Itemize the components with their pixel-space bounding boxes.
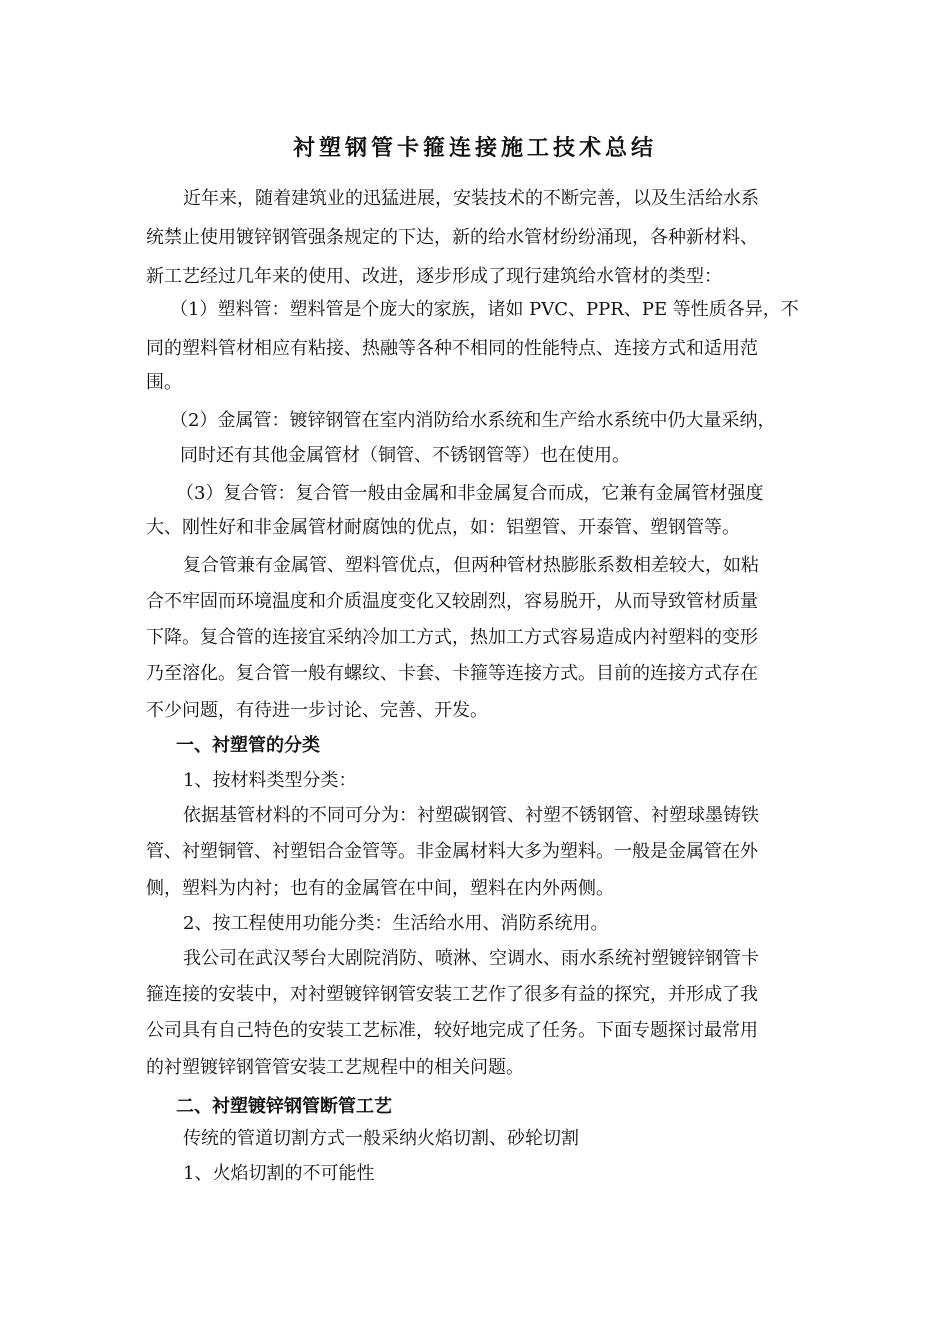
section-heading: 一、衬塑管的分类 — [176, 735, 320, 756]
paragraph-line: 大、刚性好和非金属管材耐腐蚀的优点，如：铝塑管、开泰管、塑钢管等。 — [146, 517, 740, 538]
paragraph-line: 我公司在武汉琴台大剧院消防、喷淋、空调水、雨水系统衬塑镀锌钢管卡 — [183, 948, 759, 969]
paragraph-line: 侧，塑料为内衬；也有的金属管在中间，塑料在内外两侧。 — [146, 878, 614, 899]
paragraph-line: 箍连接的安装中，对衬塑镀锌钢管安装工艺作了很多有益的探究，并形成了我 — [146, 984, 758, 1005]
paragraph-line: 乃至溶化。复合管一般有螺纹、卡套、卡箍等连接方式。目前的连接方式存在 — [146, 663, 758, 684]
paragraph-line: 传统的管道切割方式一般采纳火焰切割、砂轮切割 — [183, 1128, 579, 1149]
paragraph-line: 1、按材料类型分类： — [183, 770, 357, 791]
paragraph-line: 新工艺经过几年来的使用、改进，逐步形成了现行建筑给水管材的类型： — [146, 266, 722, 287]
paragraph-line: 公司具有自己特色的安装工艺标准，较好地完成了任务。下面专题探讨最常用 — [146, 1020, 758, 1041]
paragraph-line: 围。 — [146, 372, 182, 393]
paragraph-line: 近年来，随着建筑业的迅猛进展，安装技术的不断完善，以及生活给水系 — [183, 188, 759, 209]
paragraph-line: 复合管兼有金属管、塑料管优点，但两种管材热膨胀系数相差较大，如粘 — [183, 555, 759, 576]
paragraph-line: 同的塑料管材相应有粘接、热融等各种不相同的性能特点、连接方式和适用范 — [146, 338, 758, 359]
paragraph-line: 下降。复合管的连接宜采纳冷加工方式，热加工方式容易造成内衬塑料的变形 — [146, 627, 758, 648]
paragraph-line: （3）复合管：复合管一般由金属和非金属复合而成，它兼有金属管材强度 — [176, 483, 764, 504]
paragraph-line: 2、按工程使用功能分类：生活给水用、消防系统用。 — [183, 913, 609, 934]
paragraph-line: 同时还有其他金属管材（铜管、不锈钢管等）也在使用。 — [180, 445, 630, 466]
section-heading: 二、衬塑镀锌钢管断管工艺 — [176, 1096, 392, 1117]
paragraph-line: 的衬塑镀锌钢管管安装工艺规程中的相关问题。 — [146, 1057, 524, 1078]
paragraph-line: 管、衬塑铜管、衬塑铝合金管等。非金属材料大多为塑料。一般是金属管在外 — [146, 841, 758, 862]
paragraph-line: （2）金属管：镀锌钢管在室内消防给水系统和生产给水系统中仍大量采纳， — [170, 410, 776, 431]
paragraph-line: 依据基管材料的不同可分为：衬塑碳钢管、衬塑不锈钢管、衬塑球墨铸铁 — [183, 805, 759, 826]
paragraph-line: 统禁止使用镀锌钢管强条规定的下达，新的给水管材纷纷涌现，各种新材料、 — [146, 227, 758, 248]
paragraph-line: （1）塑料管：塑料管是个庞大的家族，诸如 PVC、PPR、PE 等性质各异，不 — [170, 299, 799, 320]
document-title: 衬塑钢管卡箍连接施工技术总结 — [292, 135, 657, 161]
paragraph-line: 1、火焰切割的不可能性 — [183, 1163, 375, 1184]
paragraph-line: 不少问题，有待进一步讨论、完善、开发。 — [146, 700, 488, 721]
paragraph-line: 合不牢固而环境温度和介质温度变化又较剧烈，容易脱开，从而导致管材质量 — [146, 591, 758, 612]
